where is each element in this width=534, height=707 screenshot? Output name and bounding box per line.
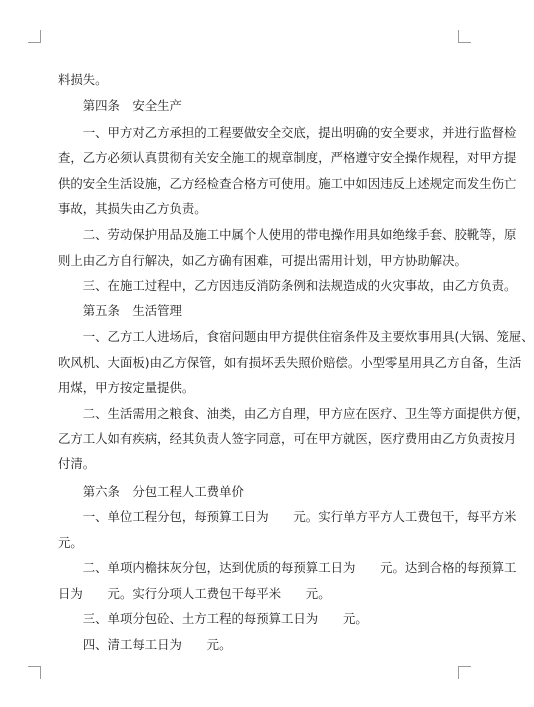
- text-line: 用煤，甲方按定量提供。: [58, 380, 195, 395]
- section-heading: 第五条 生活管理: [58, 303, 182, 318]
- text-line: 二、单项内檐抹灰分包，达到优质的每预算工日为 元。达到合格的每预算工: [58, 560, 517, 575]
- text-line: 料损失。: [58, 72, 108, 87]
- text-line: 乙方工人如有疾病，经其负责人签字同意，可在甲方就医，医疗费用由乙方负责按月: [58, 431, 517, 446]
- text-line: 一、乙方工人进场后，食宿问题由甲方提供住宿条件及主要炊事用具(大锅、笼屉、: [58, 329, 534, 344]
- text-line: 查，乙方必须认真贯彻有关安全施工的规章制度，严格遵守安全操作规程，对甲方提: [58, 150, 517, 165]
- text-line: 一、单位工程分包，每预算工日为 元。实行单方平方人工费包干，每平方米: [58, 509, 517, 524]
- text-line: 二、劳动保护用品及施工中属个人使用的带电操作用具如绝缘手套、胶靴等，原: [58, 227, 517, 242]
- text-line: 元。: [58, 535, 83, 550]
- crop-mark-top-left: [28, 30, 41, 43]
- section-heading: 第四条 安全生产: [58, 98, 182, 113]
- crop-mark-top-right: [458, 30, 471, 43]
- text-line: 日为 元。实行分项人工费包干每平米 元。: [58, 586, 331, 601]
- text-line: 二、生活需用之粮食、油类，由乙方自理，甲方应在医疗、卫生等方面提供方便，: [58, 406, 529, 421]
- text-line: 三、在施工过程中，乙方因违反消防条例和法规造成的火灾事故，由乙方负责。: [58, 278, 517, 293]
- text-line: 一、甲方对乙方承担的工程要做安全交底，提出明确的安全要求，并进行监督检: [58, 125, 517, 140]
- crop-mark-bottom-right: [458, 666, 471, 679]
- text-line: 事故，其损失由乙方负责。: [58, 201, 207, 216]
- text-line: 则上由乙方自行解决，如乙方确有困难，可提出需用计划，甲方协助解决。: [58, 253, 467, 268]
- text-line: 四、清工每工日为 元。: [58, 637, 232, 652]
- text-line: 供的安全生活设施，乙方经检查合格方可使用。施工中如因违反上述规定而发生伤亡: [58, 176, 517, 191]
- text-line: 三、单项分包砼、土方工程的每预算工日为 元。: [58, 611, 368, 626]
- crop-mark-bottom-left: [28, 666, 41, 679]
- text-line: 付清。: [58, 456, 96, 471]
- section-heading: 第六条 分包工程人工费单价: [58, 484, 244, 499]
- text-line: 吹风机、大面板)由乙方保管，如有损坏丢失照价赔偿。小型零星用具乙方自备，生活: [58, 355, 522, 370]
